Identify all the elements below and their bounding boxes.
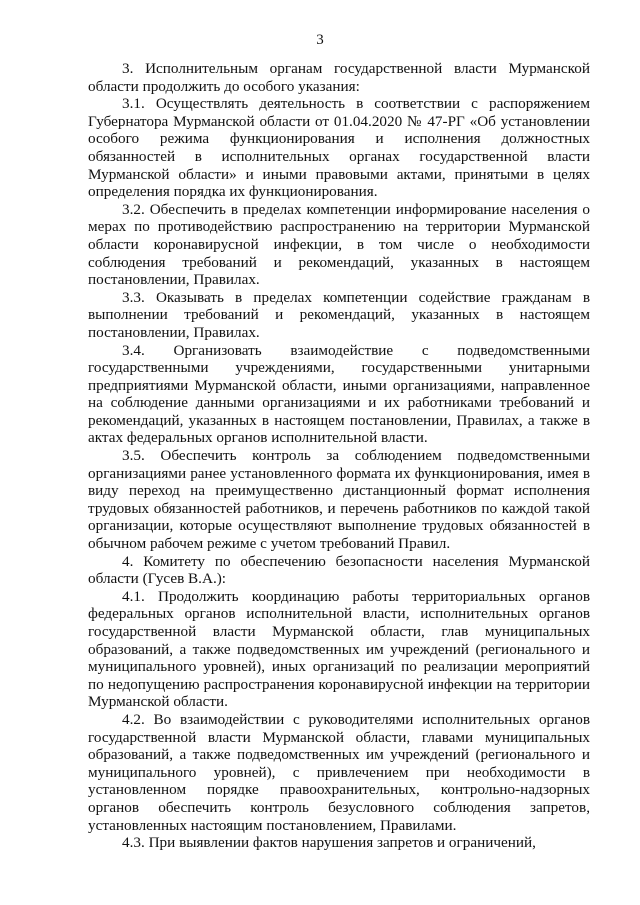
paragraph-3-5: 3.5. Обеспечить контроль за соблюдением подведомственными организациями ранее установленного формата их функционирования, имея в виду переход на преимущественно дистанционный формат исполнения трудовых обязанностей работников, и перечень работников по каждой такой организации, которые осуществляют выполнение трудовых обязанностей в обычном рабочем режиме с учетом требований Правил. — [88, 447, 590, 553]
page-number: 3 — [316, 32, 324, 48]
paragraph-3: 3. Исполнительным органам государственной власти Мурманской области продолжить до особого указания: — [88, 60, 590, 95]
paragraph-3-1: 3.1. Осуществлять деятельность в соответствии с распоряжением Губернатора Мурманской области от 01.04.2020 № 47-РГ «Об установлении особого режима функционирования и исполнения должностных обязанностей в исполнительных органах государственной власти Мурманской области» и иными правовыми актами, принятыми в целях определения порядка их функционирования. — [88, 95, 590, 201]
paragraph-3-2: 3.2. Обеспечить в пределах компетенции информирование населения о мерах по противодействию распространению на территории Мурманской области коронавирусной инфекции, в том числе о необходимости соблюдения требований и рекомендаций, указанных в настоящем постановлении, Правилах. — [88, 200, 590, 289]
paragraph-4: 4. Комитету по обеспечению безопасности населения Мурманской области (Гусев В.А.): — [88, 552, 590, 588]
paragraph-3-4: 3.4. Организовать взаимодействие с подведомственными государственными учреждениями, государственными унитарными предприятиями Мурманской области, иными организациями, направленное на соблюдение данными организациями и их работниками требований и рекомендаций, указанных в настоящем постановлении, Правилах, а также в актах федеральных органов исполнительной власти. — [88, 341, 590, 447]
paragraph-4-2: 4.2. Во взаимодействии с руководителями исполнительных органов государственной власти Мурманской области, главами муниципальных образований, а также подведомственных им учреждений (регионального и муниципального уровней), с привлечением при необходимости в установленном порядке правоохранительных, контрольно-надзорных органов обеспечить контроль безусловного соблюдения запретов, установленных настоящим постановлением, Правилами. — [88, 710, 590, 834]
paragraph-4-3: 4.3. При выявлении фактов нарушения запретов и ограничений, — [122, 834, 536, 852]
paragraph-4-1: 4.1. Продолжить координацию работы территориальных органов федеральных органов исполнительной власти, исполнительных органов государственной власти Мурманской области, глав муниципальных образований, а также подведомственных им учреждений (регионального и муниципального уровней), иных организаций по реализации мероприятий по недопущению распространения коронавирусной инфекции на территории Мурманской области. — [88, 587, 590, 711]
document-body — [88, 60, 590, 852]
paragraph-3-3: 3.3. Оказывать в пределах компетенции содействие гражданам в выполнении требований и рекомендаций, указанных в настоящем постановлении, Правилах. — [88, 288, 590, 341]
